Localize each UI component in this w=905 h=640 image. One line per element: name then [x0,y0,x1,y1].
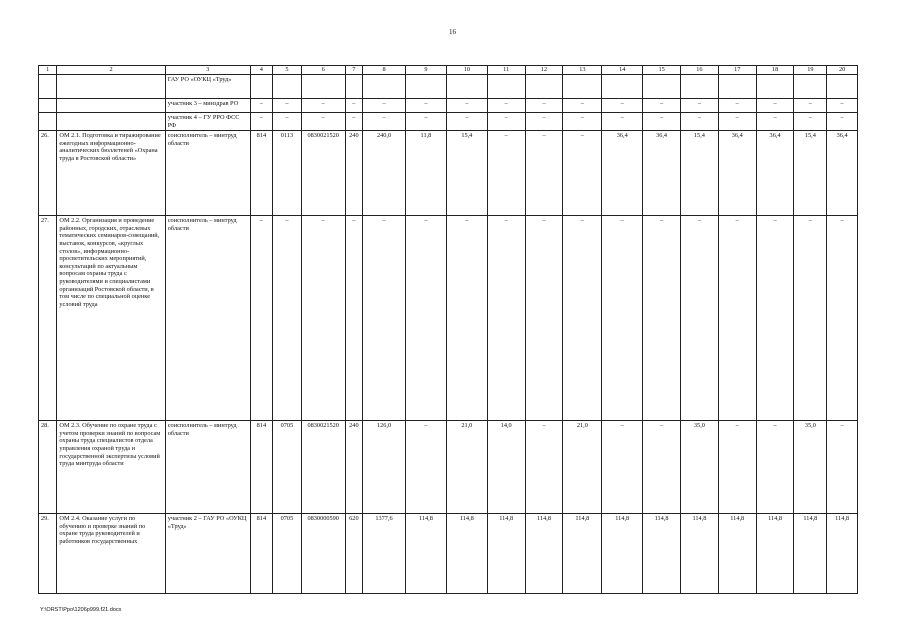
table-cell [756,75,794,99]
table-cell [39,99,57,113]
table-cell: 0705 [273,514,302,594]
table-cell [301,75,345,99]
table-cell: – [446,99,487,113]
table-cell: 240 [345,131,362,216]
table-cell: – [446,113,487,131]
table-cell: – [643,113,681,131]
table-cell: – [301,99,345,113]
table-row [39,99,858,113]
table-cell: – [446,216,487,421]
table-cell [602,75,643,99]
table-cell: – [643,99,681,113]
table-cell: ОМ 2.3. Обучение по охране труда с учетом проверки знаний по вопросам охраны труда специалистов отдела управления охраной труда и государственной экспертизы условий труда минтруда области [57,421,165,514]
table-cell: 114,8 [525,514,563,594]
table-cell [827,75,858,99]
table-cell: – [756,216,794,421]
header-cell: 2 [57,66,165,75]
table-cell: 240 [345,421,362,514]
header-cell: 9 [406,66,447,75]
table-cell: – [345,113,362,131]
table-cell: – [406,113,447,131]
table-cell: 240,0 [363,131,406,216]
table-cell: – [602,113,643,131]
table-cell: ОМ 2.1. Подготовка и тиражирование ежегодных информационно-аналитических бюллетеней «Охрана труда в Ростовской области» [57,131,165,216]
table-cell: 620 [345,514,362,594]
table-cell: – [345,216,362,421]
table-cell: 15,4 [794,131,827,216]
table-cell: – [681,113,719,131]
header-cell: 18 [756,66,794,75]
header-cell: 14 [602,66,643,75]
table-cell: – [487,131,525,216]
table-cell: – [756,99,794,113]
table-cell: – [643,421,681,514]
table-cell: 814 [250,131,272,216]
table-cell: соисполнитель – минтруд области [165,421,250,514]
table-cell [39,75,57,99]
table-cell: 15,4 [681,131,719,216]
table-cell: соисполнитель – минтруд области [165,131,250,216]
header-row [39,66,858,75]
table-cell: 814 [250,514,272,594]
header-cell: 13 [563,66,602,75]
budget-table [38,65,858,594]
page-number: 16 [449,28,456,36]
table-cell: – [602,216,643,421]
table-cell: – [602,99,643,113]
table-cell: 29. [39,514,57,594]
header-cell: 11 [487,66,525,75]
table-cell: участник 2 – ГАУ РО «ОУКЦ «Труд» [165,514,250,594]
table-cell: – [718,421,756,514]
table-cell: 114,8 [681,514,719,594]
table-cell: – [363,113,406,131]
table-row [39,421,858,514]
table-cell: 28. [39,421,57,514]
table-cell: 114,8 [487,514,525,594]
table-cell: ОМ 2.4. Оказание услуги по обучению и проверке знаний по охране труда руководителей и работников государственных [57,514,165,594]
table-cell: – [406,421,447,514]
table-cell [363,75,406,99]
table-cell: – [563,113,602,131]
table-cell: 114,8 [602,514,643,594]
header-cell: 1 [39,66,57,75]
table-cell: – [273,216,302,421]
table-cell: – [756,421,794,514]
table-cell: – [273,99,302,113]
table-cell: 36,4 [718,131,756,216]
table-row [39,131,858,216]
table-cell [681,75,719,99]
table-cell: 0830021520 [301,421,345,514]
table-cell: – [827,421,858,514]
table-row [39,75,858,99]
table-cell: – [718,113,756,131]
table-cell: 114,8 [756,514,794,594]
table-cell: – [827,113,858,131]
table-cell: 126,0 [363,421,406,514]
table-cell: соисполнитель – минтруд области [165,216,250,421]
table-cell: – [301,216,345,421]
header-cell: 7 [345,66,362,75]
table-cell: – [525,99,563,113]
table-cell: 0830000590 [301,514,345,594]
table-cell: 35,0 [794,421,827,514]
table-cell: – [487,216,525,421]
table-cell: 114,8 [643,514,681,594]
table-cell: – [794,99,827,113]
table-cell: – [363,216,406,421]
table-cell [487,75,525,99]
table-cell: 0830021520 [301,131,345,216]
table-cell: – [602,421,643,514]
table-cell [273,75,302,99]
table-cell: – [563,99,602,113]
table-cell: – [794,113,827,131]
table-cell: – [363,99,406,113]
table-row [39,216,858,421]
table-cell: 36,4 [756,131,794,216]
table-cell: – [487,113,525,131]
table-cell [57,113,165,131]
header-cell: 8 [363,66,406,75]
table-cell [406,75,447,99]
table-cell: – [681,99,719,113]
table-cell [57,75,165,99]
table-cell: 35,0 [681,421,719,514]
table-cell: – [250,113,272,131]
table-cell: – [563,216,602,421]
table-cell: – [525,216,563,421]
table-cell: – [487,99,525,113]
header-cell: 15 [643,66,681,75]
table-cell: участник 4 – ГУ РРО ФСС РФ [165,113,250,131]
table-cell: – [250,216,272,421]
table-row [39,113,858,131]
table-cell: 26. [39,131,57,216]
file-path-footer: Y:\ORST\Ppo\1206p999.f21.docx [40,607,122,613]
table-row [39,514,858,594]
table-cell: 14,0 [487,421,525,514]
table-cell: 114,8 [406,514,447,594]
header-cell: 19 [794,66,827,75]
header-cell: 6 [301,66,345,75]
header-cell: 17 [718,66,756,75]
table-cell: 114,8 [718,514,756,594]
table-cell: 36,4 [827,131,858,216]
table-cell: – [525,113,563,131]
table-cell: 15,4 [446,131,487,216]
table-cell: участник 3 – минздрав РО [165,99,250,113]
table-cell: – [643,216,681,421]
table-cell [250,75,272,99]
header-cell: 10 [446,66,487,75]
table-cell: 114,8 [827,514,858,594]
table-cell [643,75,681,99]
table-cell: – [794,216,827,421]
table-cell [57,99,165,113]
header-cell: 20 [827,66,858,75]
table-cell: – [827,99,858,113]
header-cell: 12 [525,66,563,75]
table-cell [345,75,362,99]
table-cell: 27. [39,216,57,421]
table-cell: 114,8 [794,514,827,594]
table-cell: – [718,216,756,421]
table-cell: – [563,131,602,216]
table-cell [525,75,563,99]
table-cell: 814 [250,421,272,514]
table-cell: 21,0 [563,421,602,514]
table-cell: – [345,99,362,113]
table-cell: 21,0 [446,421,487,514]
table-cell: – [273,113,302,131]
table-cell: – [250,99,272,113]
table-cell: ОМ 2.2. Организация и проведение районных, городских, отраслевых тематических семинаров-совещаний, выставок, конкурсов, «круглых столов», информационно-просветительских мероприятий, консультаций по актуальным вопросам охраны труда с руководителями и специалистами организаций Ростовской области, в том числе по специальной оценке условий труда [57,216,165,421]
table-cell: – [525,131,563,216]
header-cell: 3 [165,66,250,75]
table-cell [446,75,487,99]
table-cell: 1377,6 [363,514,406,594]
table-cell: 114,8 [446,514,487,594]
table-cell [794,75,827,99]
table-cell: – [681,216,719,421]
header-cell: 16 [681,66,719,75]
table-cell: – [406,216,447,421]
table-cell: – [827,216,858,421]
table-cell: – [406,99,447,113]
table-cell: 36,4 [643,131,681,216]
table-cell: 0113 [273,131,302,216]
table-cell: – [301,113,345,131]
table-cell: ГАУ РО «ОУКЦ «Труд» [165,75,250,99]
table-cell [563,75,602,99]
table-cell: 114,8 [563,514,602,594]
header-cell: 5 [273,66,302,75]
table-cell: – [718,99,756,113]
table-cell: – [525,421,563,514]
table-cell: 11,8 [406,131,447,216]
table-cell [718,75,756,99]
table-cell: 36,4 [602,131,643,216]
header-cell: 4 [250,66,272,75]
table-cell: – [756,113,794,131]
table-cell: 0705 [273,421,302,514]
table-cell [39,113,57,131]
